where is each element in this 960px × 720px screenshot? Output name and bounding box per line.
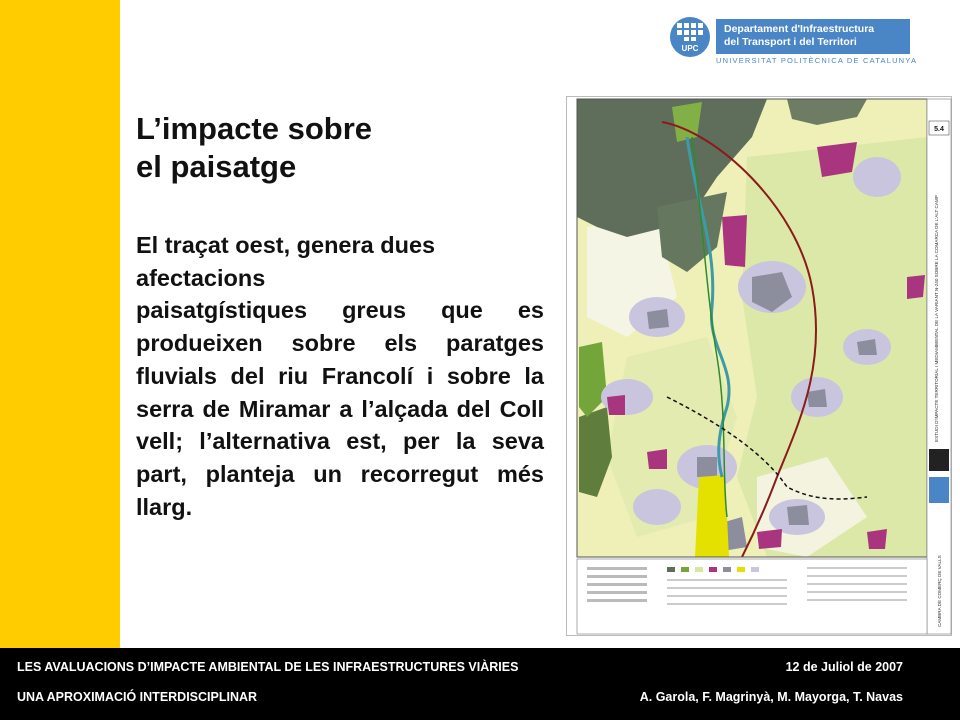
title-line-1: L’impacte sobre: [136, 111, 373, 146]
legend-entry: [667, 587, 787, 589]
footer-bar: [0, 648, 960, 720]
map-impact-zone: [647, 449, 667, 469]
department-line-2: del Transport i del Territori: [724, 36, 857, 48]
legend-entry: [667, 579, 787, 581]
client-caption: CAMBRA DE COMERÇ DE VALLS: [937, 555, 942, 627]
legend-entry: [807, 567, 907, 569]
department-line-1: Departament d'Infraestructura: [724, 23, 875, 35]
map-urban-area: [697, 457, 717, 477]
legend-entry: [807, 591, 907, 593]
body-lead: El traçat oest, genera dues afectacions: [136, 232, 436, 291]
legend-entry: [587, 591, 647, 594]
sidebar-caption: ESTUDI D'IMPACTE TERRITORIAL I MEDIAMBIENTAL DE LA VARIANT N-240 SOBRE LA COMARCA DE L'ALT CAMP: [934, 195, 939, 442]
department-name: [716, 19, 910, 54]
slide-body: [136, 229, 544, 523]
legend-swatch: [667, 567, 675, 572]
footer-authors: A. Garola, F. Magrinyà, M. Mayorga, T. Navas: [639, 690, 903, 704]
landscape-impact-map: [566, 96, 952, 636]
legend-entry: [667, 595, 787, 597]
map-impact-zone: [907, 275, 925, 299]
footer-course-title: LES AVALUACIONS D’IMPACTE AMBIENTAL DE LES INFRAESTRUCTURES VIÀRIES: [17, 660, 519, 674]
yellow-sidebar: [0, 0, 120, 648]
legend-entry: [587, 583, 647, 586]
map-image: [567, 97, 953, 637]
legend-swatch: [751, 567, 759, 572]
legend-entry: [587, 567, 647, 570]
sheet-number: 5.4: [934, 126, 944, 133]
map-impact-zone: [817, 142, 857, 177]
title-block-band: [929, 477, 949, 503]
map-urban-area: [807, 389, 827, 407]
title-block: [927, 99, 951, 634]
body-paragraph: paisatgístiques greus que es produeixen sobre els paratges fluvials del riu Francolí i sobre la serra de Miramar a l’alçada del Coll vell; l’alternativa est, per la seva part, planteja un recorregut més llarg.: [136, 297, 544, 520]
legend-entry: [587, 575, 647, 578]
upc-logo: [668, 16, 918, 68]
map-yellow-zone: [695, 475, 729, 557]
map-buffer-zone: [633, 489, 681, 525]
slide-title: [136, 110, 456, 186]
map-impact-zone: [607, 395, 625, 415]
map-urban-area: [787, 505, 809, 525]
legend-swatch: [709, 567, 717, 572]
map-impact-zone: [722, 215, 747, 267]
legend-swatch: [695, 567, 703, 572]
upc-mark-text: UPC: [681, 44, 699, 53]
map-impact-zone: [757, 529, 782, 549]
legend-entry: [807, 575, 907, 577]
university-name: UNIVERSITAT POLITÈCNICA DE CATALUNYA: [716, 56, 918, 65]
footer-date: 12 de Juliol de 2007: [785, 660, 903, 674]
map-buffer-zone: [853, 157, 901, 197]
map-urban-area: [647, 309, 669, 329]
footer-subtitle: UNA APROXIMACIÓ INTERDISCIPLINAR: [17, 690, 258, 704]
upc-emblem-icon: [668, 16, 714, 58]
legend-entry: [667, 603, 787, 605]
legend-entry: [807, 583, 907, 585]
legend-swatch: [737, 567, 745, 572]
legend-swatch: [681, 567, 689, 572]
legend-entry: [807, 599, 907, 601]
legend-swatch: [723, 567, 731, 572]
legend-entry: [587, 599, 647, 602]
title-line-2: el paisatge: [136, 149, 297, 184]
map-impact-zone: [867, 529, 887, 549]
title-block-logo: [929, 449, 949, 471]
